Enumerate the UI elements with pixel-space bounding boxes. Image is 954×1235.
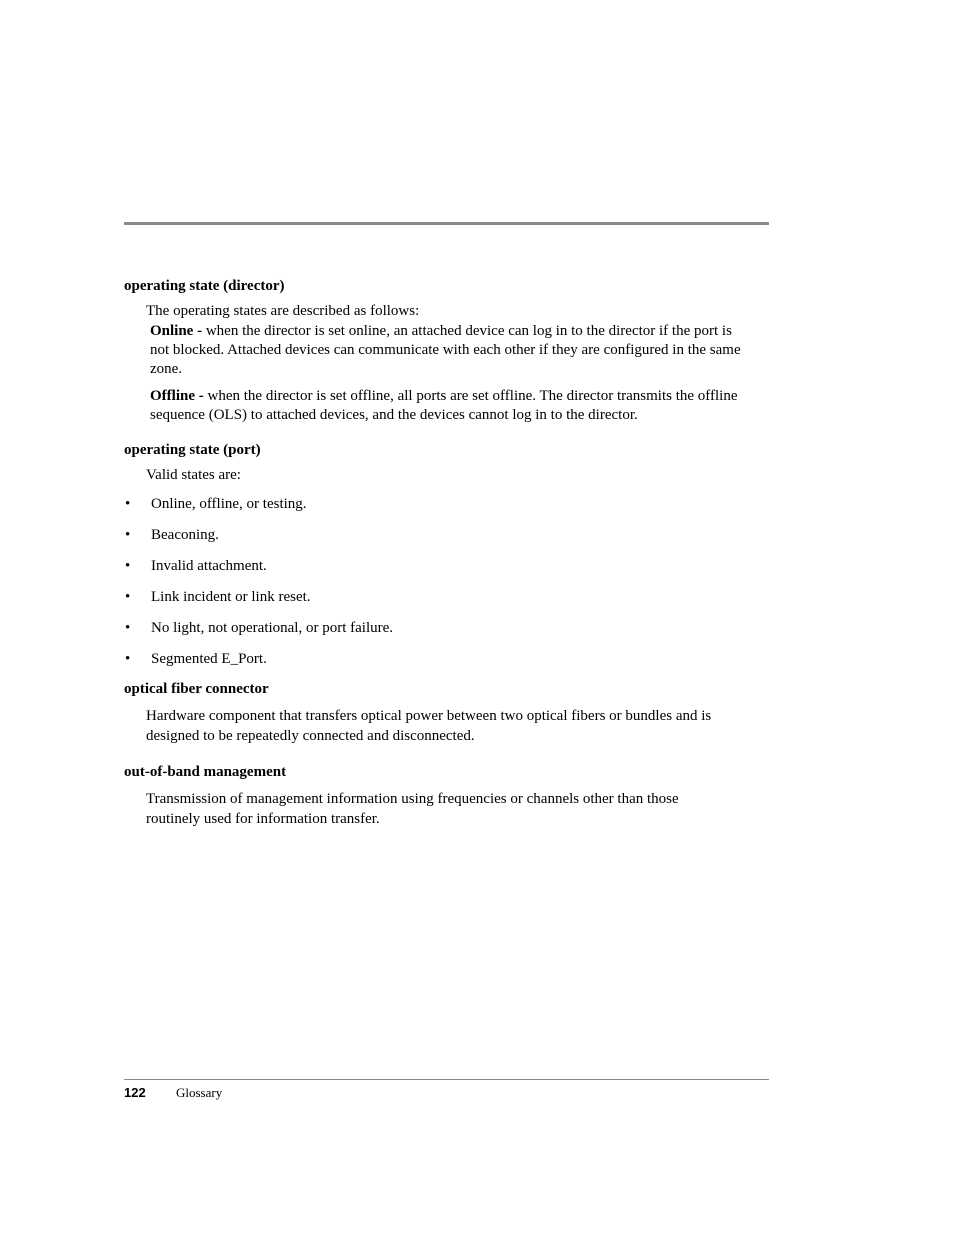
bullet-icon: • [125, 589, 131, 605]
footer-section-label: Glossary [176, 1085, 223, 1100]
subdefinition-lead: Offline - [150, 388, 204, 404]
page-number: 122 [124, 1085, 146, 1100]
glossary-entry-optical-fiber-connector [124, 680, 769, 746]
term-definition: Transmission of management information using frequencies or channels other than those routinely used for information transfer. [146, 791, 679, 827]
footer-rule [124, 1079, 769, 1080]
state-bullet-list [124, 494, 769, 669]
list-item-text: Invalid attachment. [151, 558, 267, 574]
list-item [124, 525, 769, 545]
list-item [124, 618, 769, 638]
list-item-text: Beaconing. [151, 527, 219, 543]
header-rule [124, 222, 769, 225]
list-item-text: Online, offline, or testing. [151, 496, 307, 512]
bullet-icon: • [125, 558, 131, 574]
subdefinition-text: when the director is set online, an attached device can log in to the director if the port is not blocked. Attached devices can communicate with each other if they are configured in the same zone. [150, 323, 741, 377]
list-item [124, 649, 769, 669]
bullet-icon: • [125, 620, 131, 636]
term-heading: operating state (director) [124, 278, 285, 294]
term-heading: operating state (port) [124, 442, 261, 458]
list-item-text: No light, not operational, or port failure. [151, 620, 394, 636]
list-item-text: Link incident or link reset. [151, 589, 311, 605]
subdefinition-offline [150, 387, 745, 425]
glossary-entry-operating-state-director [124, 277, 769, 425]
bullet-icon: • [125, 527, 131, 543]
glossary-content [124, 277, 769, 829]
list-item [124, 556, 769, 576]
list-item [124, 494, 769, 514]
term-heading: out-of-band management [124, 764, 287, 780]
term-definition: Hardware component that transfers optical power between two optical fibers or bundles and is designed to be repeatedly connected and disconnected. [146, 708, 712, 744]
list-item [124, 587, 769, 607]
term-heading: optical fiber connector [124, 681, 269, 697]
subdefinition-online [150, 322, 745, 379]
list-item-text: Segmented E_Port. [151, 651, 267, 667]
term-intro: The operating states are described as follows: [146, 303, 420, 319]
bullet-icon: • [125, 496, 131, 512]
bullet-icon: • [125, 651, 131, 667]
subdefinition-text: when the director is set offline, all ports are set offline. The director transmits the offline sequence (OLS) to attached devices, and the devices cannot log in to the director. [150, 388, 738, 423]
glossary-entry-operating-state-port [124, 441, 769, 669]
term-intro: Valid states are: [146, 467, 241, 483]
subdefinition-lead: Online - [150, 323, 203, 339]
glossary-entry-out-of-band-management [124, 763, 769, 829]
